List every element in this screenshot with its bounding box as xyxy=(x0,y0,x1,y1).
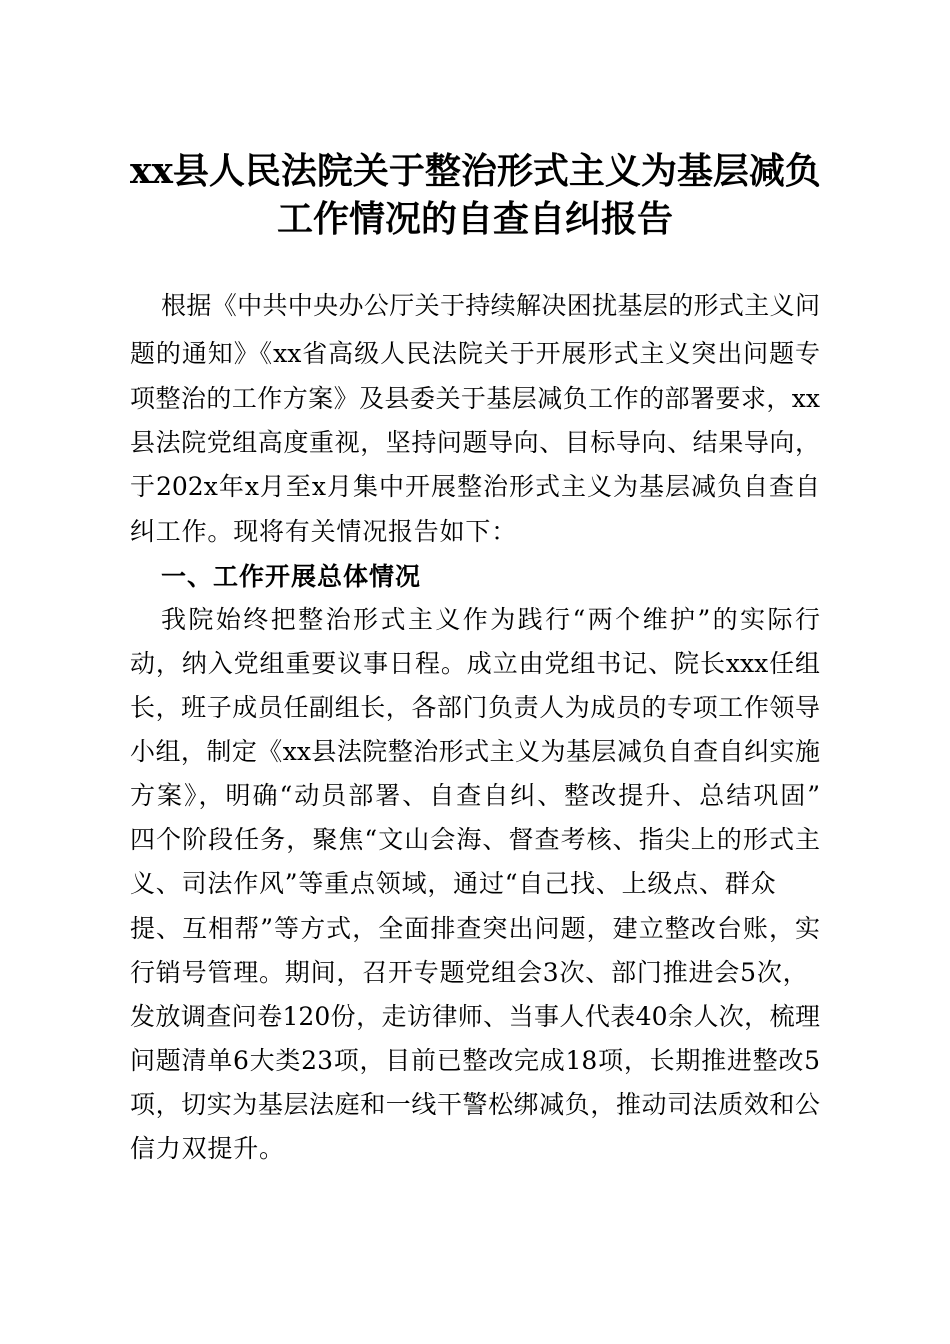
section-line-7: 义、司法作风”等重点领域，通过“自己找、上级点、群众 xyxy=(130,869,777,898)
section-line-9: 行销号管理。期间，召开专题党组会3次、部门推进会5次， xyxy=(130,958,809,987)
section-line-1: 我院始终把整治形式主义作为践行“两个维护”的实际行 xyxy=(161,605,820,634)
section-line-8: 提、互相帮”等方式，全面排查突出问题，建立整改台账，实 xyxy=(130,914,820,943)
section-heading-1: 一、工作开展总体情况 xyxy=(161,562,422,591)
intro-line-6: 纠工作。现将有关情况报告如下： xyxy=(130,517,518,546)
section-line-13: 信力双提升。 xyxy=(130,1134,285,1163)
intro-line-5: 于202x年x月至x月集中开展整治形式主义为基层减负自查自 xyxy=(130,472,820,501)
section-line-10: 发放调查问卷120份，走访律师、当事人代表40余人次，梳理 xyxy=(130,1002,820,1031)
section-line-3: 长，班子成员任副组长，各部门负责人为成员的专项工作领导 xyxy=(130,693,820,722)
document-title-line-2: 工作情况的自查自纠报告 xyxy=(276,198,673,240)
intro-line-1: 根据《中共中央办公厅关于持续解决困扰基层的形式主义问 xyxy=(161,291,820,320)
document-title-line-1: xx县人民法院关于整治形式主义为基层减负 xyxy=(130,150,821,192)
section-line-11: 问题清单6大类23项，目前已整改完成18项，长期推进整改5 xyxy=(130,1046,820,1075)
intro-line-4: 县法院党组高度重视，坚持问题导向、目标导向、结果导向， xyxy=(130,428,820,457)
intro-line-2: 题的通知》《xx省高级人民法院关于开展形式主义突出问题专 xyxy=(130,339,820,368)
section-line-4: 小组，制定《xx县法院整治形式主义为基层减负自查自纠实施 xyxy=(130,737,820,766)
intro-line-3: 项整治的工作方案》及县委关于基层减负工作的部署要求，xx xyxy=(130,384,820,413)
section-line-5: 方案》，明确“动员部署、自查自纠、整改提升、总结巩固” xyxy=(130,781,820,810)
section-line-2: 动，纳入党组重要议事日程。成立由党组书记、院长xxx任组 xyxy=(130,649,820,678)
section-line-12: 项，切实为基层法庭和一线干警松绑减负，推动司法质效和公 xyxy=(130,1090,820,1119)
section-line-6: 四个阶段任务，聚焦“文山会海、督查考核、指尖上的形式主 xyxy=(130,825,820,854)
